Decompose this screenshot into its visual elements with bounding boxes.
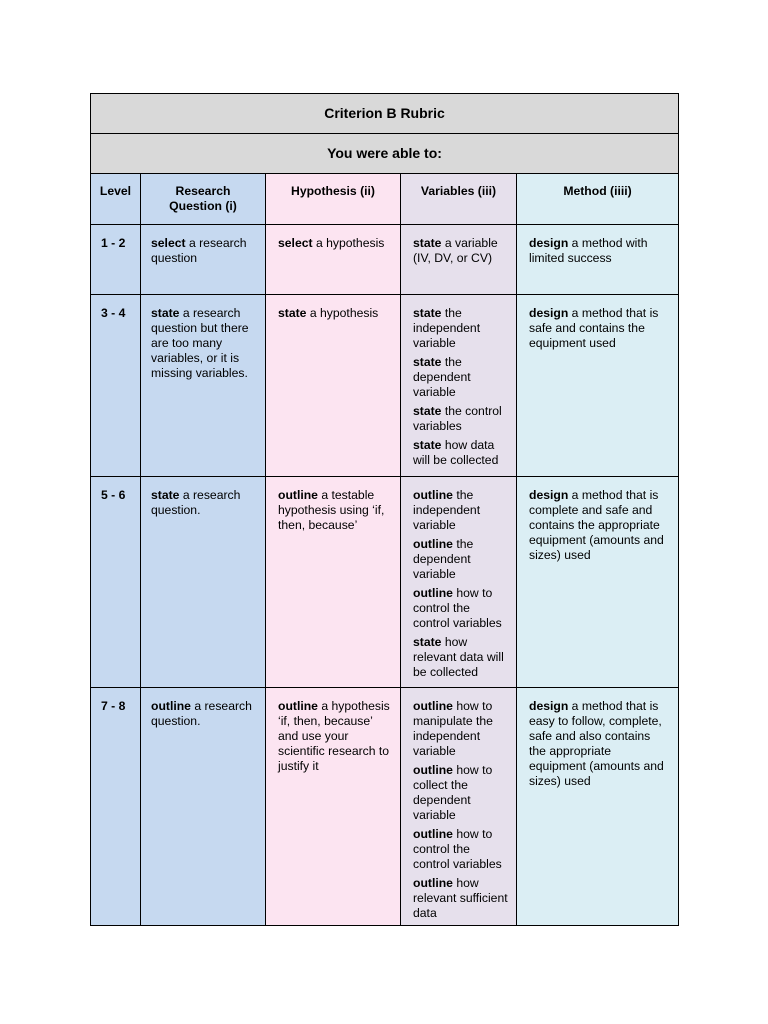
variables-cell [401, 295, 517, 477]
variables-phrase-verb: outline [413, 586, 453, 600]
variables-phrase [413, 355, 508, 400]
method-phrase-text: a method with limited success [529, 236, 648, 265]
hypothesis-phrase-text: a hypothesis [312, 236, 385, 250]
method-phrase-text: a method that is safe and contains the equipment used [529, 306, 659, 350]
research-question-phrase-verb: state [151, 488, 180, 502]
variables-content [401, 688, 516, 921]
method-phrase-verb: design [529, 699, 569, 713]
variables-phrase-text: the independent variable [413, 488, 481, 532]
variables-phrase [413, 236, 508, 266]
title-row [91, 94, 679, 134]
variables-phrase [413, 827, 508, 872]
method-phrase-verb: design [529, 306, 569, 320]
hypothesis-cell [266, 688, 401, 926]
header-level [91, 174, 141, 225]
header-level-text: Level [99, 184, 132, 198]
research-question-content [141, 295, 265, 381]
rubric-subtitle: You were able to: [91, 134, 679, 174]
method-content [517, 225, 678, 266]
method-phrase [529, 306, 658, 350]
header-row [91, 174, 679, 225]
research-question-cell [141, 688, 266, 926]
method-content [517, 477, 678, 563]
hypothesis-cell [266, 295, 401, 477]
variables-phrase-text: how data will be collected [413, 438, 499, 467]
variables-phrase [413, 306, 508, 351]
research-question-phrase-verb: outline [151, 699, 191, 713]
level-cell [91, 225, 141, 295]
subtitle-row [91, 134, 679, 174]
variables-phrase-text: how to control the control variables [413, 827, 502, 871]
variables-phrase [413, 537, 508, 582]
variables-phrase-verb: state [413, 236, 442, 250]
header-variables-text: Variables (iii) [420, 184, 497, 198]
research-question-content [141, 477, 265, 518]
hypothesis-cell [266, 225, 401, 295]
method-phrase [529, 236, 648, 265]
hypothesis-content [266, 688, 400, 774]
research-question-phrase-text: a research question [151, 236, 247, 265]
hypothesis-phrase-verb: outline [278, 488, 318, 502]
research-question-cell [141, 295, 266, 477]
method-content [517, 295, 678, 351]
variables-phrase-verb: state [413, 306, 442, 320]
variables-phrase-text: a variable (IV, DV, or CV) [413, 236, 498, 265]
header-hypothesis [266, 174, 401, 225]
method-phrase-verb: design [529, 488, 569, 502]
hypothesis-phrase [278, 699, 390, 773]
variables-phrase [413, 699, 508, 759]
variables-phrase-verb: state [413, 404, 442, 418]
hypothesis-content [266, 477, 400, 533]
research-question-phrase-text: a research question. [151, 699, 252, 728]
method-phrase [529, 488, 664, 562]
hypothesis-phrase-text: a testable hypothesis using ‘if, then, because’ [278, 488, 385, 532]
rubric-row [91, 477, 679, 688]
method-phrase-text: a method that is easy to follow, complete, safe and also contains the appropriate equipment (amounts and sizes) used [529, 699, 664, 788]
variables-phrase-text: the control variables [413, 404, 502, 433]
variables-cell [401, 477, 517, 688]
variables-phrase-text: how to manipulate the independent variable [413, 699, 493, 758]
level-label: 3 - 4 [101, 306, 126, 320]
research-question-cell [141, 225, 266, 295]
level-label: 5 - 6 [101, 488, 126, 502]
hypothesis-cell [266, 477, 401, 688]
variables-content [401, 295, 516, 468]
variables-phrase-verb: outline [413, 876, 453, 890]
level-cell [91, 295, 141, 477]
variables-phrase-verb: state [413, 438, 442, 452]
variables-phrase [413, 763, 508, 823]
variables-phrase-text: the independent variable [413, 306, 481, 350]
variables-phrase [413, 586, 508, 631]
research-question-phrase [151, 236, 247, 265]
rubric-row [91, 688, 679, 926]
variables-phrase-text: how to collect the dependent variable [413, 763, 493, 822]
level-label: 1 - 2 [101, 236, 126, 250]
variables-phrase [413, 635, 508, 680]
method-phrase-verb: design [529, 236, 569, 250]
header-method [517, 174, 679, 225]
research-question-phrase [151, 488, 240, 517]
variables-content [401, 225, 516, 266]
method-phrase-text: a method that is complete and safe and contains the appropriate equipment (amounts and sizes) used [529, 488, 664, 562]
research-question-phrase-verb: select [151, 236, 186, 250]
variables-phrase [413, 876, 508, 921]
hypothesis-content [266, 225, 400, 251]
variables-phrase [413, 438, 508, 468]
research-question-phrase [151, 306, 249, 380]
variables-phrase-verb: outline [413, 488, 453, 502]
rubric-row [91, 225, 679, 295]
level-cell [91, 477, 141, 688]
level-cell [91, 688, 141, 926]
variables-phrase [413, 488, 508, 533]
header-method-text: Method (iiii) [563, 184, 632, 198]
variables-cell [401, 225, 517, 295]
research-question-phrase-text: a research question. [151, 488, 241, 517]
level-label: 7 - 8 [101, 699, 126, 713]
research-question-cell [141, 477, 266, 688]
hypothesis-phrase-text: a hypothesis [306, 306, 379, 320]
research-question-phrase [151, 699, 252, 728]
header-variables [401, 174, 517, 225]
method-cell [517, 477, 679, 688]
rubric-table [90, 93, 679, 926]
hypothesis-phrase-verb: state [278, 306, 307, 320]
hypothesis-phrase-verb: select [278, 236, 313, 250]
variables-phrase-verb: outline [413, 827, 453, 841]
method-cell [517, 225, 679, 295]
variables-phrase [413, 404, 508, 434]
research-question-phrase-verb: state [151, 306, 180, 320]
method-content [517, 688, 678, 789]
method-cell [517, 688, 679, 926]
rubric-title: Criterion B Rubric [91, 94, 679, 134]
variables-phrase-text: how to control the control variables [413, 586, 502, 630]
rubric-body [91, 225, 679, 926]
research-question-content [141, 225, 265, 266]
variables-phrase-verb: outline [413, 763, 453, 777]
research-question-content [141, 688, 265, 729]
header-research-question [141, 174, 266, 225]
hypothesis-content [266, 295, 400, 321]
variables-phrase-verb: outline [413, 699, 453, 713]
variables-phrase-text: how relevant sufficient data [413, 876, 508, 920]
variables-phrase-verb: state [413, 355, 442, 369]
variables-content [401, 477, 516, 680]
hypothesis-phrase-text: a hypothesis ‘if, then, because’ and use your scientific research to justify it [278, 699, 390, 773]
hypothesis-phrase [278, 488, 384, 532]
variables-phrase-verb: state [413, 635, 442, 649]
variables-cell [401, 688, 517, 926]
hypothesis-phrase [278, 306, 378, 320]
header-hypothesis-text: Hypothesis (ii) [291, 184, 375, 198]
variables-phrase-text: the dependent variable [413, 537, 474, 581]
hypothesis-phrase-verb: outline [278, 699, 318, 713]
variables-phrase-text: the dependent variable [413, 355, 471, 399]
method-phrase [529, 699, 664, 788]
rubric-row [91, 295, 679, 477]
research-question-phrase-text: a research question but there are too many variables, or it is missing variables. [151, 306, 249, 380]
header-research-question-text: Research Question (i) [169, 184, 237, 213]
variables-phrase-text: how relevant data will be collected [413, 635, 504, 679]
hypothesis-phrase [278, 236, 384, 250]
variables-phrase-verb: outline [413, 537, 453, 551]
method-cell [517, 295, 679, 477]
